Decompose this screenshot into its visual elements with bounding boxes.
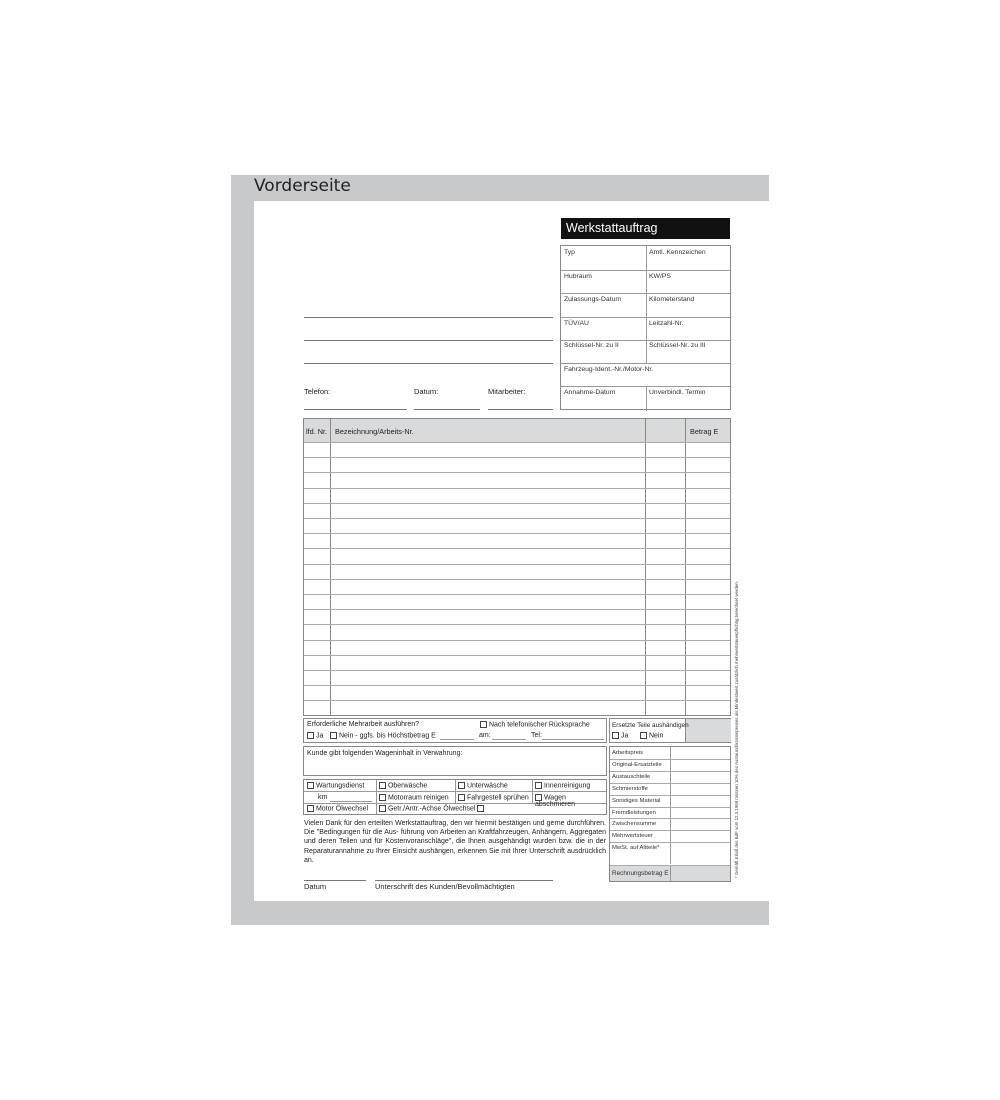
ja-label: Ja <box>620 732 629 740</box>
field-kw-ps[interactable]: KW/PS <box>649 273 671 280</box>
field-termin[interactable]: Unverbindl. Termin <box>649 389 706 396</box>
rueckspreche-option[interactable] <box>480 721 590 728</box>
column-divider <box>376 780 377 814</box>
field-hubraum[interactable]: Hubraum <box>564 273 592 280</box>
unterschrift-label: Unterschrift des Kunden/Bevollmächtigten <box>375 882 515 891</box>
price-row-label: Schmierstoffe <box>612 785 648 792</box>
am-line[interactable] <box>492 739 526 740</box>
checkbox[interactable] <box>480 721 487 728</box>
address-line[interactable] <box>304 363 553 364</box>
frame-title: Vorderseite <box>254 176 351 196</box>
price-row[interactable] <box>610 807 730 808</box>
unterwaesche-option[interactable] <box>458 782 508 789</box>
column-divider <box>670 866 671 881</box>
price-row-label: Fremdleistungen <box>612 809 656 816</box>
innenreinigung-option[interactable] <box>535 782 590 789</box>
checkbox[interactable] <box>640 732 647 739</box>
telefon-line[interactable] <box>304 409 407 410</box>
price-row[interactable] <box>610 830 730 831</box>
checkbox[interactable] <box>458 782 465 789</box>
price-row[interactable] <box>610 783 730 784</box>
rechnungsbetrag-label: Rechnungsbetrag E <box>612 870 669 877</box>
field-fahrzeug-ident[interactable]: Fahrzeug-Ident.-Nr./Motor-Nr. <box>564 366 654 373</box>
price-row-label: Mehrwertsteuer <box>612 833 653 840</box>
row-divider <box>561 293 730 294</box>
fahrgestell-option[interactable] <box>458 794 529 801</box>
table-row[interactable] <box>304 640 730 641</box>
mitarbeiter-label: Mitarbeiter: <box>488 387 526 396</box>
motor-oelwechsel-option[interactable] <box>307 805 368 812</box>
getriebe-oelwechsel-label: Getr./Antr.-Achse Ölwechsel <box>387 805 476 813</box>
table-row[interactable] <box>304 472 730 473</box>
price-row-label: Original-Ersatzteile <box>612 761 662 768</box>
field-tuev[interactable]: TÜV/AU <box>564 320 589 327</box>
getriebe-oelwechsel-option[interactable] <box>379 805 484 812</box>
row-divider <box>561 340 730 341</box>
tel-label: Tel: <box>531 732 542 739</box>
table-row[interactable] <box>304 670 730 671</box>
unterwaesche-label: Unterwäsche <box>466 782 508 790</box>
services-box <box>303 779 607 815</box>
positions-table <box>303 418 731 716</box>
mehrarbeit-box <box>303 718 607 743</box>
field-zulassung[interactable]: Zulassungs-Datum <box>564 296 622 303</box>
price-row[interactable] <box>610 795 730 796</box>
price-summary-box <box>609 746 731 882</box>
table-row[interactable] <box>304 655 730 656</box>
wartungsdienst-label: Wartungsdienst <box>315 782 365 790</box>
address-line[interactable] <box>304 317 553 318</box>
betrag-line[interactable] <box>440 739 474 740</box>
checkbox[interactable] <box>307 732 314 739</box>
motorraum-option[interactable] <box>379 794 449 801</box>
price-row[interactable] <box>610 759 730 760</box>
vertical-divider <box>646 246 647 363</box>
mitarbeiter-line[interactable] <box>488 409 553 410</box>
field-leitzahl[interactable]: Leitzahl-Nr. <box>649 320 684 327</box>
datum-signature-label: Datum <box>304 882 327 891</box>
price-row[interactable] <box>610 771 730 772</box>
price-row[interactable] <box>610 818 730 819</box>
field-typ[interactable]: Typ <box>564 249 575 256</box>
table-row[interactable] <box>304 609 730 610</box>
telefon-label: Telefon: <box>304 387 331 396</box>
checkbox[interactable] <box>307 805 314 812</box>
table-row[interactable] <box>304 700 730 701</box>
table-row[interactable] <box>304 503 730 504</box>
checkbox[interactable] <box>458 794 465 801</box>
mehrarbeit-question: Erforderliche Mehrarbeit ausführen? <box>307 721 420 728</box>
checkbox[interactable] <box>330 732 337 739</box>
field-kilometerstand[interactable]: Kilometerstand <box>649 296 695 303</box>
rueckspreche-label: Nach telefonischer Rücksprache <box>488 721 590 729</box>
table-row[interactable] <box>304 518 730 519</box>
table-row[interactable] <box>304 579 730 580</box>
checkbox[interactable] <box>379 805 386 812</box>
tel-line[interactable] <box>542 739 604 740</box>
oberwaesche-option[interactable] <box>379 782 427 789</box>
oberwaesche-label: Oberwäsche <box>387 782 428 790</box>
km-label: km <box>318 794 328 801</box>
ersetzte-teile-box <box>609 718 731 743</box>
checkbox[interactable] <box>535 782 542 789</box>
motor-oelwechsel-label: Motor Ölwechsel <box>315 805 369 813</box>
vertical-divider <box>646 386 647 411</box>
table-row[interactable] <box>304 442 730 443</box>
price-row-label: Zwischensumme <box>612 821 657 828</box>
header-betrag: Betrag E <box>690 427 719 436</box>
header-bezeichnung: Bezeichnung/Arbeits-Nr. <box>335 427 414 436</box>
wageninhalt-label: Kunde gibt folgenden Wageninhalt in Verwahrung: <box>307 750 463 757</box>
table-row[interactable] <box>304 548 730 549</box>
checkbox[interactable] <box>612 732 619 739</box>
abschmieren-option[interactable] <box>535 794 606 808</box>
am-label: am: <box>479 732 491 739</box>
nein-label: Nein - ggfs. bis Höchstbetrag E <box>338 732 436 740</box>
table-row[interactable] <box>304 685 730 686</box>
table-row[interactable] <box>304 594 730 595</box>
row-divider <box>561 317 730 318</box>
field-kennzeichen[interactable]: Amtl. Kennzeichen <box>649 249 706 256</box>
checkbox[interactable] <box>535 794 542 801</box>
abschmieren-label: Wagen abschmieren <box>535 794 576 809</box>
wartungsdienst-option[interactable] <box>307 782 364 789</box>
price-row-label: MwSt. auf Altteile* <box>612 845 660 852</box>
field-schluessel-2[interactable]: Schlüssel-Nr. zu II <box>564 342 619 349</box>
km-line[interactable] <box>330 801 372 802</box>
field-schluessel-3[interactable]: Schlüssel-Nr. zu III <box>649 342 706 349</box>
header-lfd-nr: lfd. Nr. <box>306 427 328 436</box>
form-title: Werkstattauftrag <box>561 218 730 239</box>
ersetzte-nein-option[interactable] <box>640 732 663 739</box>
column-divider <box>670 747 671 864</box>
vehicle-info-grid <box>560 245 731 410</box>
side-note: * Gemäß Erlaß des BdF vom 12.3.1969 müssen 10% des Austauschkostenpreises als Mindestwert zusätzlich mehrwertsteuerpflichtig berechnet werden. <box>734 581 739 878</box>
field-annahme-datum[interactable]: Annahme-Datum <box>564 389 616 396</box>
row-divider <box>561 363 730 364</box>
unterschrift-line[interactable] <box>375 880 553 881</box>
price-row-label: Arbeitspreis <box>612 750 644 756</box>
datum-signature-line[interactable] <box>304 880 366 881</box>
motorraum-label: Motorraum reinigen <box>387 794 449 802</box>
checkbox[interactable] <box>307 782 314 789</box>
mehrarbeit-ja-option[interactable] <box>307 732 323 739</box>
fahrgestell-label: Fahrgestell sprühen <box>466 794 529 802</box>
wageninhalt-box[interactable] <box>303 746 607 776</box>
datum-label: Datum: <box>414 387 439 396</box>
table-row[interactable] <box>304 624 730 625</box>
checkbox[interactable] <box>379 782 386 789</box>
ja-label: Ja <box>315 732 324 740</box>
ersetzte-ja-option[interactable] <box>612 732 628 739</box>
address-line[interactable] <box>304 340 553 341</box>
table-row[interactable] <box>304 457 730 458</box>
table-row[interactable] <box>304 564 730 565</box>
row-divider <box>561 386 730 387</box>
innenreinigung-label: Innenreinigung <box>543 782 591 790</box>
gray-cell <box>686 719 731 742</box>
mehrarbeit-nein-option[interactable] <box>330 732 436 739</box>
table-row[interactable] <box>304 533 730 534</box>
price-row-label: Austauschteile <box>612 773 651 780</box>
price-row[interactable] <box>610 842 730 843</box>
row-divider <box>304 791 606 792</box>
legal-text: Vielen Dank für den erteilten Werkstattauftrag, den wir hiermit bestätigen und gerne durchführen. Die "Bedingungen für die Aus- führung von Arbeiten an Kraftfahrzeugen, Anhängern, Aggregaten und deren Teilen und für Kostenvoranschläge", die Ihnen ausgehändigt wurden bzw. die in der Reparaturannahme zu Ihrer Einsicht aushängen, erkennen Sie mit Ihrer Unterschrift ausdrücklich an. <box>304 820 606 864</box>
ersetzte-label: Ersetzte Teile aushändigen <box>612 722 689 729</box>
table-row[interactable] <box>304 488 730 489</box>
price-row-label: Sonstiges Material <box>612 797 661 804</box>
row-divider <box>561 270 730 271</box>
datum-line[interactable] <box>414 409 480 410</box>
checkbox[interactable] <box>477 805 484 812</box>
nein-label: Nein <box>648 732 664 740</box>
checkbox[interactable] <box>379 794 386 801</box>
